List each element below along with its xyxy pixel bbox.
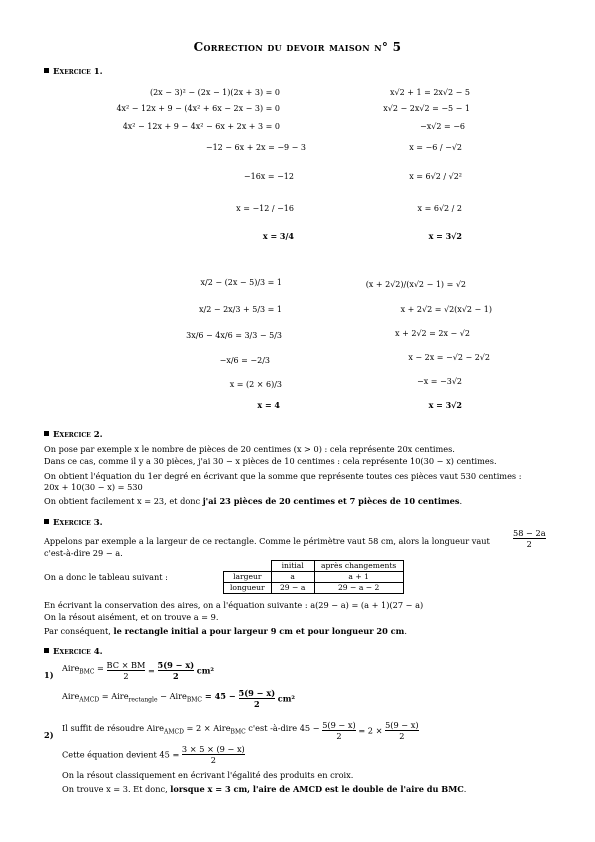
equation-line: x√2 + 1 = 2x√2 − 5 [389,88,470,97]
ex3-text-line: c'est-à-dire 29 − a. [44,548,123,558]
table-cell: 29 − a − 2 [314,583,403,594]
equation-line: x = −12 / −16 [236,204,294,213]
equation-result: x = 3/4 [262,231,294,241]
equation-line: −12 − 6x + 2x = −9 − 3 [205,143,306,152]
exercise-2-heading: Exercice 2. [44,430,103,440]
q1-area-amcd: Aire$_{AMCD}$ = Aire$_{rectangle}$ − Aire$_{BMC}$ = 45 − $\frac{5(9 - x)}{2}$ cm² [62,688,295,709]
equation-line: x − 2x = −√2 − 2√2 [408,353,490,362]
ex3-length-fraction: $\frac{58 - 2a}{2}$ [513,528,546,549]
equation-line: x + 2√2 = √2(x√2 − 1) [400,305,492,314]
bullet-square-icon [44,519,49,524]
ex2-text-line: On obtient l'équation du 1er degré en écrivant que la somme que représente toutes ces pièces vaut 530 centimes : [44,471,522,481]
ex2-conclusion: On obtient facilement x = 23, et donc j'ai 23 pièces de 20 centimes et 7 pièces de 10 centimes. [44,496,463,506]
q2-equation-simplified: Cette équation devient 45 = $\frac{3 \times 5 \times (9 - x)}{2}$ [62,744,245,765]
equation-line: 4x² − 12x + 9 − (4x² + 6x − 2x − 3) = 0 [116,104,280,113]
equation-line: 4x² − 12x + 9 − 4x² − 6x + 2x + 3 = 0 [122,122,280,131]
ex3-table-intro: On a donc le tableau suivant : [44,572,168,582]
exercise-4-heading: Exercice 4. [44,647,103,657]
equation-line: (x + 2√2)/(x√2 − 1) = √2 [365,280,466,289]
ex2-text-line: Dans ce cas, comme il y a 30 pièces, j'ai 30 − x pièces de 10 centimes : cela représente 10(30 − x) centimes. [44,456,497,466]
ex2-text-line: 20x + 10(30 − x) = 530 [44,482,143,492]
equation-line: x√2 − 2x√2 = −5 − 1 [383,104,470,113]
q2-equation: Il suffit de résoudre Aire$_{AMCD}$ = 2 × Aire$_{BMC}$ c'est -à-dire 45 − $\frac{5(9 - x)}{2}$ = 2 × $\frac{5(9 - x)}{2}$ [62,720,419,741]
equation-line: x = 6√2 / 2 [417,204,462,213]
page-title: Correction du devoir maison n° 5 [193,40,402,54]
equation-line: −x√2 = −6 [420,122,465,131]
ex2-text-line: On pose par exemple x le nombre de pièces de 20 centimes (x > 0) : cela représente 20x centimes. [44,444,455,454]
equation-result: x = 4 [257,400,280,410]
table-header: après changements [314,561,403,572]
q1-area-bmc: Aire$_{BMC}$ = $\frac{BC \times BM}{2}$ = $\frac{5(9 - x)}{2}$ cm² [62,660,214,681]
equation-line: x = 6√2 / √2² [409,172,462,181]
table-cell: 29 − a [271,583,314,594]
exercise-1-heading: Exercice 1. [44,67,103,77]
question-1-number: 1) [44,670,54,680]
ex3-text-line: Appelons par exemple a la largeur de ce rectangle. Comme le périmètre vaut 58 cm, alors la longueur vaut [44,536,490,546]
table-cell: longueur [224,583,272,594]
q2-text-line: On la résout classiquement en écrivant l'égalité des produits en croix. [62,770,354,780]
areas-table [223,560,404,594]
table-cell: a [271,572,314,583]
equation-line: x/2 − (2x − 5)/3 = 1 [200,278,282,287]
table-header: initial [271,561,314,572]
q2-conclusion: On trouve x = 3. Et donc, lorsque x = 3 cm, l'aire de AMCD est le double de l'aire du BMC. [62,784,467,794]
question-2-number: 2) [44,730,54,740]
ex3-text-line: En écrivant la conservation des aires, on a l'équation suivante : a(29 − a) = (a + 1)(27 − a) [44,600,424,610]
equation-line: x = (2 × 6)/3 [229,380,282,389]
bullet-square-icon [44,431,49,436]
equation-line: −x = −3√2 [417,377,462,386]
bullet-square-icon [44,68,49,73]
equation-result: x = 3√2 [428,231,462,241]
exercise-3-heading: Exercice 3. [44,518,103,528]
bullet-square-icon [44,648,49,653]
equation-line: x = −6 / −√2 [409,143,462,152]
equation-line: −x/6 = −2/3 [219,356,270,365]
table-cell: largeur [224,572,272,583]
equation-line: 3x/6 − 4x/6 = 3/3 − 5/3 [186,331,282,340]
table-row [224,572,404,583]
table-cell: a + 1 [314,572,403,583]
equation-line: x/2 − 2x/3 + 5/3 = 1 [198,305,282,314]
ex3-text-line: On la résout aisément, et on trouve a = 9. [44,612,219,622]
ex3-conclusion: Par conséquent, le rectangle initial a pour largeur 9 cm et pour longueur 20 cm. [44,626,407,636]
equation-result: x = 3√2 [428,400,462,410]
equation-line: (2x − 3)² − (2x − 1)(2x + 3) = 0 [149,88,280,97]
equation-line: x + 2√2 = 2x − √2 [395,329,470,338]
table-row [224,583,404,594]
equation-line: −16x = −12 [243,172,294,181]
